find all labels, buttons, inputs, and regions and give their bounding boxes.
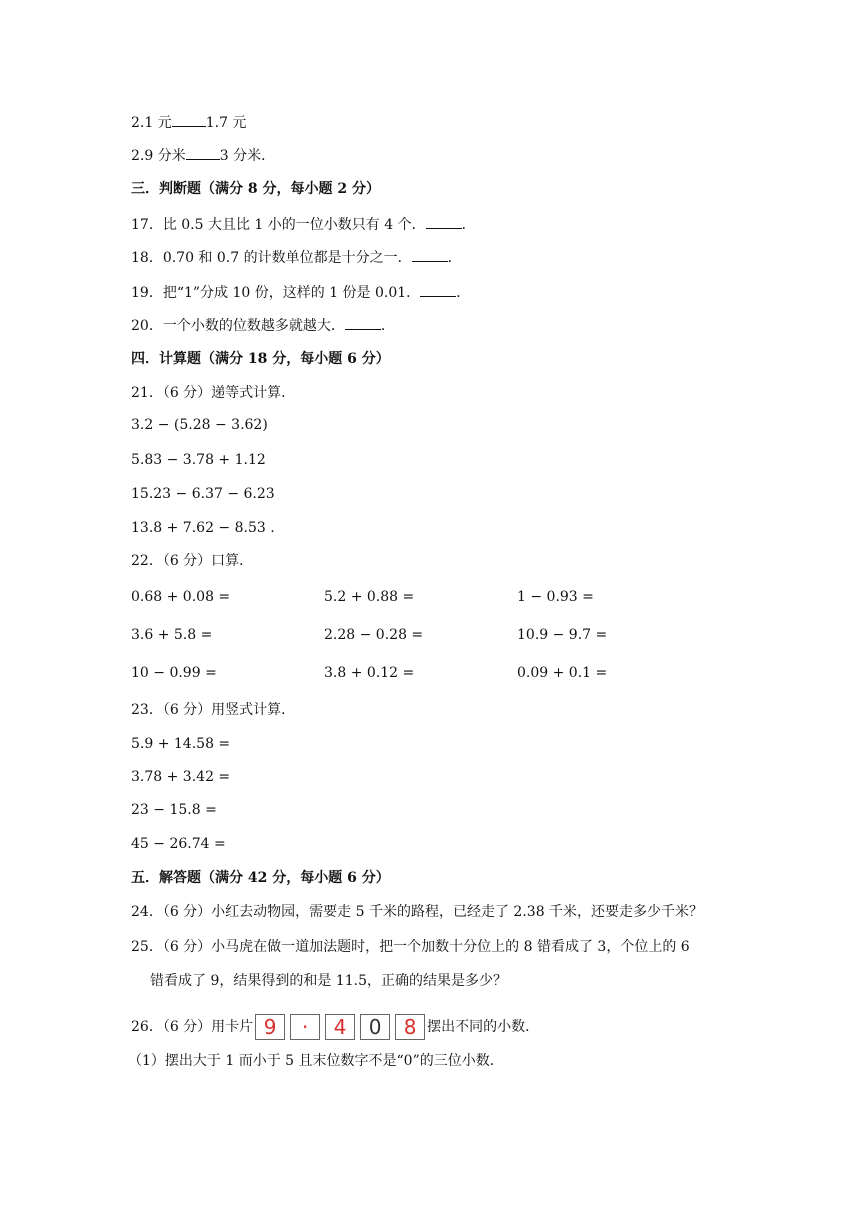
mental-math-item: 10 − 0.99 = bbox=[131, 665, 217, 681]
card-nine: 9 bbox=[255, 1014, 285, 1040]
vertical-calc-item: 3.78 + 3.42 = bbox=[131, 769, 231, 785]
mental-math-item: 3.8 + 0.12 = bbox=[324, 665, 415, 681]
mental-math-item: 0.68 + 0.08 = bbox=[131, 589, 231, 605]
compare-line-1 bbox=[131, 113, 246, 132]
section-4-title: 四．计算题（满分 18 分，每小题 6 分） bbox=[131, 351, 390, 367]
question-26-part-1: （1）摆出大于 1 而小于 5 且末位数字不是“0”的三位小数． bbox=[128, 1053, 504, 1069]
answer-blank[interactable] bbox=[172, 113, 206, 127]
question-end: ． bbox=[456, 285, 471, 301]
expression-item: 15.23 − 6.37 − 6.23 bbox=[131, 486, 275, 502]
question-text: 18．0.70 和 0.7 的计数单位都是十分之一． bbox=[131, 250, 412, 266]
question-18 bbox=[131, 248, 462, 267]
question-23: 23．（6 分）用竖式计算． bbox=[131, 702, 296, 718]
question-17 bbox=[131, 215, 476, 234]
answer-blank[interactable] bbox=[412, 248, 448, 262]
section-5-title: 五．解答题（满分 42 分，每小题 6 分） bbox=[131, 870, 390, 886]
mental-math-item: 1 − 0.93 = bbox=[517, 589, 594, 605]
vertical-calc-item: 5.9 + 14.58 = bbox=[131, 736, 231, 752]
question-26 bbox=[131, 1014, 539, 1040]
compare-line-2 bbox=[131, 146, 275, 165]
question-25: 25．（6 分）小马虎在做一道加法题时，把一个加数十分位上的 8 错看成了 3，个位上的 6 bbox=[131, 939, 690, 955]
answer-blank[interactable] bbox=[420, 283, 456, 297]
question-22: 22．（6 分）口算． bbox=[131, 553, 254, 569]
compare-right: 1.7 元 bbox=[205, 115, 247, 131]
mental-math-item: 2.28 − 0.28 = bbox=[324, 627, 424, 643]
expression-item: 13.8 + 7.62 − 8.53 . bbox=[131, 520, 275, 536]
compare-left: 2.9 分米 bbox=[131, 148, 186, 164]
card-four: 4 bbox=[325, 1014, 355, 1040]
question-end: ． bbox=[447, 250, 462, 266]
section-3-title: 三．判断题（满分 8 分，每小题 2 分） bbox=[131, 181, 380, 197]
expression-item: 5.83 − 3.78 + 1.12 bbox=[131, 452, 266, 468]
mental-math-item: 5.2 + 0.88 = bbox=[324, 589, 415, 605]
question-text: 26．（6 分）用卡片 bbox=[131, 1019, 254, 1035]
question-text-end: 摆出不同的小数． bbox=[427, 1019, 540, 1035]
answer-blank[interactable] bbox=[186, 146, 220, 160]
vertical-calc-item: 23 − 15.8 = bbox=[131, 802, 217, 818]
question-end: ． bbox=[380, 318, 395, 334]
question-21: 21．（6 分）递等式计算． bbox=[131, 385, 296, 401]
question-end: ． bbox=[461, 217, 476, 233]
question-24: 24．（6 分）小红去动物园，需要走 5 千米的路程，已经走了 2.38 千米，还要走多少千米？ bbox=[131, 904, 704, 920]
mental-math-item: 0.09 + 0.1 = bbox=[517, 665, 608, 681]
question-text: 20．一个小数的位数越多就越大． bbox=[131, 318, 345, 334]
question-20 bbox=[131, 316, 395, 335]
question-19 bbox=[131, 283, 470, 302]
compare-right: 3 分米． bbox=[219, 148, 276, 164]
question-25-continued: 错看成了 9，结果得到的和是 11.5，正确的结果是多少？ bbox=[150, 973, 507, 989]
expression-item: 3.2 − (5.28 − 3.62) bbox=[131, 417, 268, 433]
mental-math-item: 10.9 − 9.7 = bbox=[517, 627, 608, 643]
compare-left: 2.1 元 bbox=[131, 115, 172, 131]
vertical-calc-item: 45 − 26.74 = bbox=[131, 836, 226, 852]
answer-blank[interactable] bbox=[426, 215, 462, 229]
card-decimal-point: · bbox=[290, 1014, 320, 1040]
question-text: 17．比 0.5 大且比 1 小的一位小数只有 4 个． bbox=[131, 217, 426, 233]
mental-math-item: 3.6 + 5.8 = bbox=[131, 627, 213, 643]
answer-blank[interactable] bbox=[345, 316, 381, 330]
card-zero: 0 bbox=[360, 1014, 390, 1040]
number-cards bbox=[255, 1014, 425, 1040]
card-eight: 8 bbox=[395, 1014, 425, 1040]
question-text: 19．把“1”分成 10 份，这样的 1 份是 0.01． bbox=[131, 285, 421, 301]
